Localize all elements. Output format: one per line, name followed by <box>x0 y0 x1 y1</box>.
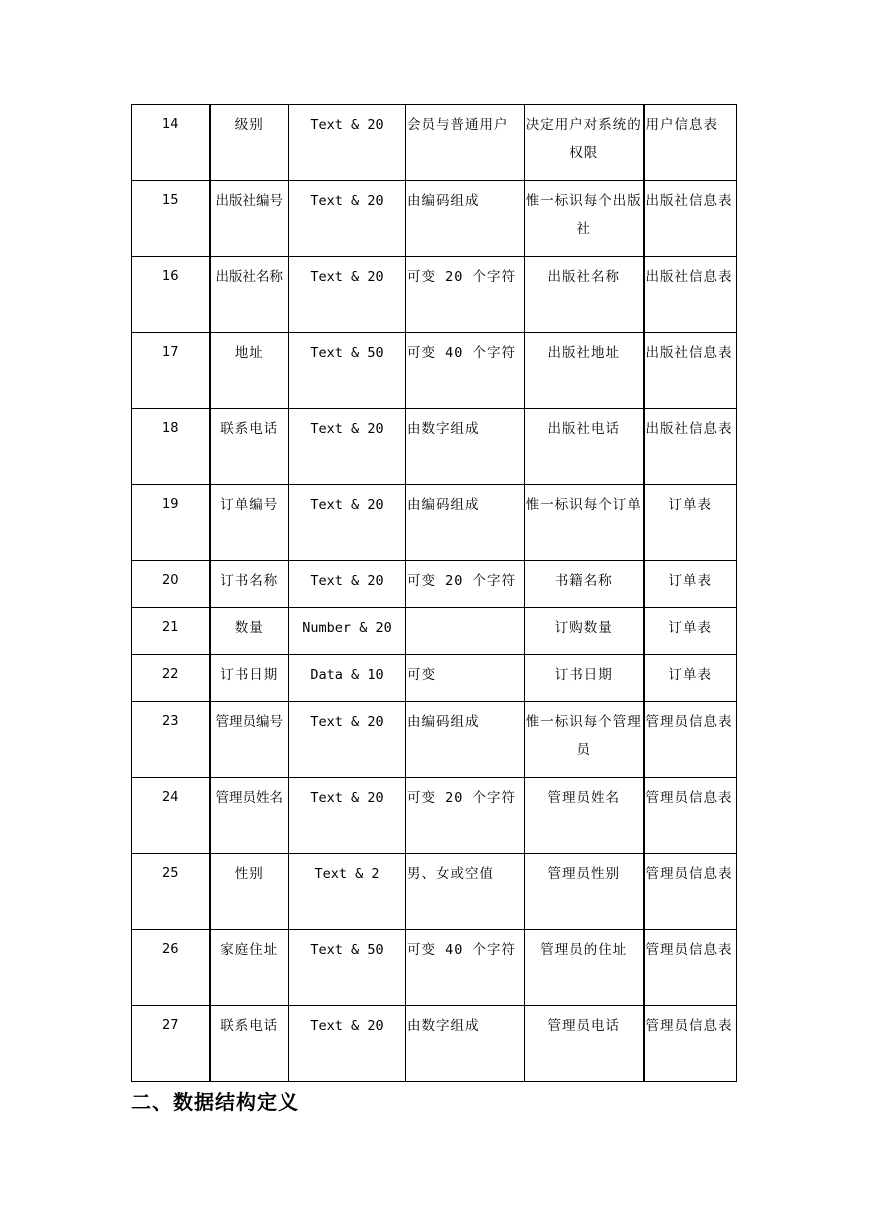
constraint: 由数字组成 <box>407 421 480 437</box>
description: 出版社名称 <box>547 269 620 285</box>
row-number: 25 <box>161 866 179 881</box>
data-type: Text & 20 <box>310 1018 384 1034</box>
owner-table: 管理员信息表 <box>645 942 733 958</box>
row-number: 26 <box>161 942 179 957</box>
data-type: Text & 20 <box>310 269 384 285</box>
owner-table: 订单表 <box>668 497 712 513</box>
row-number: 23 <box>161 714 179 729</box>
table-row <box>132 930 737 1006</box>
owner-table: 管理员信息表 <box>645 866 733 882</box>
table-row <box>132 105 737 181</box>
table-row <box>132 1006 737 1082</box>
field-name: 订书名称 <box>220 573 279 589</box>
table-row <box>132 854 737 930</box>
constraint: 由编码组成 <box>407 497 480 513</box>
table-row <box>132 257 737 333</box>
description: 出版社地址 <box>547 345 620 361</box>
table-body <box>132 105 737 1082</box>
table-row <box>132 333 737 409</box>
row-number: 15 <box>161 193 179 208</box>
owner-table: 用户信息表 <box>645 117 718 133</box>
owner-table: 管理员信息表 <box>645 1018 733 1034</box>
field-name: 联系电话 <box>220 1018 279 1034</box>
row-number: 18 <box>161 421 179 436</box>
description: 管理员姓名 <box>547 790 620 806</box>
data-type: Text & 50 <box>310 942 384 958</box>
description: 惟一标识每个订单 <box>525 497 642 513</box>
field-name: 管理员姓名 <box>215 790 283 806</box>
field-name: 家庭住址 <box>220 942 279 958</box>
field-name: 联系电话 <box>220 421 279 437</box>
owner-table: 管理员信息表 <box>645 714 733 730</box>
data-type: Text & 20 <box>310 714 384 730</box>
field-name: 级别 <box>234 117 264 133</box>
data-type: Text & 20 <box>310 497 384 513</box>
description: 管理员性别 <box>547 866 620 882</box>
table-row <box>132 485 737 561</box>
table-row <box>132 181 737 257</box>
table-row <box>132 608 737 655</box>
constraint <box>406 608 524 614</box>
constraint: 由数字组成 <box>407 1018 480 1034</box>
owner-table: 出版社信息表 <box>645 193 733 209</box>
table-row <box>132 778 737 854</box>
description: 订购数量 <box>554 620 613 636</box>
row-number: 17 <box>161 345 179 360</box>
data-type: Text & 2 <box>314 866 380 882</box>
table-row <box>132 409 737 485</box>
data-type: Text & 20 <box>310 117 384 133</box>
constraint: 可变 40 个字符 <box>407 345 517 361</box>
data-type: Text & 20 <box>310 193 384 209</box>
constraint: 男、女或空值 <box>407 866 494 882</box>
constraint: 可变 40 个字符 <box>407 942 517 958</box>
description: 书籍名称 <box>554 573 613 589</box>
constraint: 由编码组成 <box>407 193 480 209</box>
description: 决定用户对系统的权限 <box>525 117 642 161</box>
constraint: 可变 20 个字符 <box>407 269 517 285</box>
row-number: 27 <box>161 1018 179 1033</box>
description: 惟一标识每个出版社 <box>525 193 642 237</box>
field-name: 地址 <box>234 345 264 361</box>
field-name: 管理员编号 <box>215 714 283 730</box>
field-name: 订书日期 <box>220 667 279 683</box>
description: 管理员的住址 <box>540 942 628 958</box>
data-type: Number & 20 <box>302 620 392 636</box>
row-number: 24 <box>161 790 179 805</box>
data-type: Text & 20 <box>310 421 384 437</box>
owner-table: 订单表 <box>668 620 712 636</box>
field-name: 数量 <box>234 620 264 636</box>
constraint: 可变 20 个字符 <box>407 790 517 806</box>
table-row <box>132 561 737 608</box>
data-type: Text & 20 <box>310 573 384 589</box>
owner-table: 出版社信息表 <box>645 269 733 285</box>
owner-table: 订单表 <box>668 667 712 683</box>
description: 订书日期 <box>554 667 613 683</box>
constraint: 由编码组成 <box>407 714 480 730</box>
field-name: 性别 <box>234 866 264 882</box>
field-name: 出版社名称 <box>215 269 283 285</box>
row-number: 20 <box>161 573 179 588</box>
table-row <box>132 655 737 702</box>
description: 惟一标识每个管理员 <box>525 714 642 758</box>
table-row <box>132 702 737 778</box>
row-number: 14 <box>161 117 179 132</box>
data-type: Data & 10 <box>310 667 384 683</box>
constraint: 可变 <box>407 667 436 683</box>
section-heading: 二、数据结构定义 <box>131 1090 299 1114</box>
description: 管理员电话 <box>547 1018 620 1034</box>
field-name: 订单编号 <box>220 497 279 513</box>
row-number: 21 <box>161 620 179 635</box>
data-type: Text & 20 <box>310 790 384 806</box>
data-type: Text & 50 <box>310 345 384 361</box>
owner-table: 出版社信息表 <box>645 345 733 361</box>
owner-table: 管理员信息表 <box>645 790 733 806</box>
constraint: 可变 20 个字符 <box>407 573 517 589</box>
owner-table: 订单表 <box>668 573 712 589</box>
data-dictionary-table <box>131 104 737 1082</box>
constraint: 会员与普通用户 <box>407 117 509 133</box>
row-number: 16 <box>161 269 179 284</box>
description: 出版社电话 <box>547 421 620 437</box>
row-number: 22 <box>161 667 179 682</box>
row-number: 19 <box>161 497 179 512</box>
field-name: 出版社编号 <box>215 193 283 209</box>
owner-table: 出版社信息表 <box>645 421 733 437</box>
